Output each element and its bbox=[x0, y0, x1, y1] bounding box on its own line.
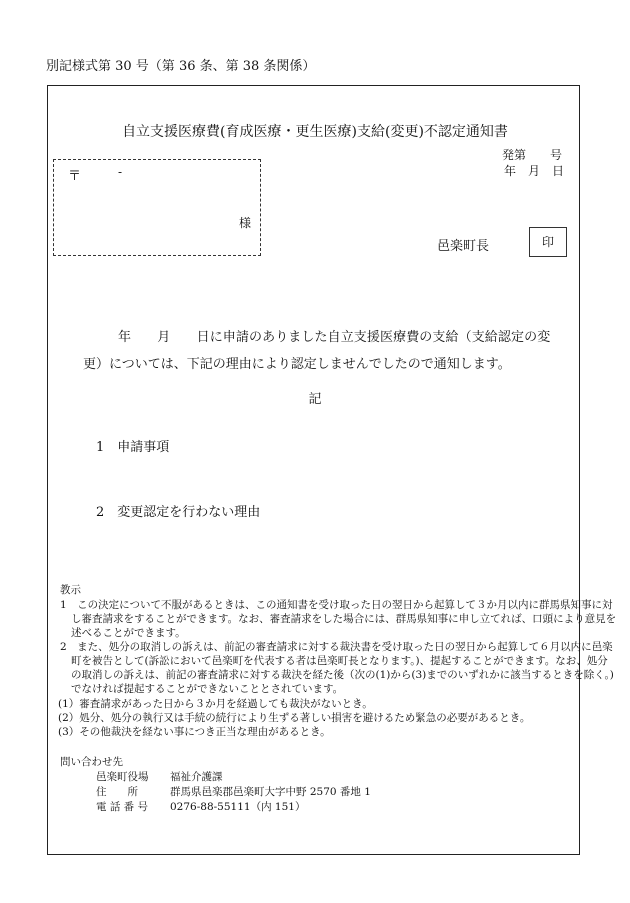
item-reason: 2 変更認定を行わない理由 bbox=[96, 505, 261, 520]
note-2-line: 2 また、処分の取消しの訴えは、前記の審査請求に対する裁決書を受け取った日の翌日から起算して６月以内に邑楽 bbox=[60, 641, 613, 653]
contact-phone-label: 電 話 番 号 bbox=[96, 801, 149, 813]
postal-dash: - bbox=[118, 165, 123, 179]
body-text-line-1: 年 月 日に申請のありました自立支援医療費の支給（支給認定の変 bbox=[118, 330, 551, 345]
issue-number: 発第 号 bbox=[502, 148, 563, 162]
contact-title: 問い合わせ先 bbox=[60, 756, 123, 768]
note-1-line: 述べることができます。 bbox=[71, 627, 186, 639]
body-text-line-2: 更）については、下記の理由により認定しませんでしたので通知します。 bbox=[83, 357, 511, 372]
notes-title: 教示 bbox=[60, 584, 81, 596]
address-box bbox=[53, 159, 261, 256]
issue-date: 年 月 日 bbox=[504, 164, 565, 178]
item-application: 1 申請事項 bbox=[96, 440, 170, 455]
note-2-line: の取消しの訴えは、前記の審査請求に対する裁決を経た後（次の(1)から(3)までのいずれかに該当するときを除く。) bbox=[71, 669, 614, 681]
honorific: 様 bbox=[239, 216, 252, 230]
seal-box: 印 bbox=[529, 227, 567, 257]
contact-office-value: 福祉介護課 bbox=[170, 771, 223, 783]
contact-phone-value: 0276-88-55111（内 151） bbox=[170, 801, 306, 813]
note-sub-item: (1）審査請求があった日から３か月を経過しても裁決がないとき。 bbox=[58, 698, 373, 710]
note-1-line: 1 この決定について不服があるときは、この通知書を受け取った日の翌日から起算して３か月以内に群馬県知事に対 bbox=[60, 599, 613, 611]
note-sub-item: (2）処分、処分の執行又は手続の続行により生ずる著しい損害を避けるため緊急の必要があるとき。 bbox=[58, 712, 531, 724]
contact-address-label: 住 所 bbox=[96, 786, 138, 798]
issuer-name: 邑楽町長 bbox=[437, 239, 490, 254]
note-2-line: でなければ提起することができないこととされています。 bbox=[71, 683, 344, 695]
note-1-line: し審査請求をすることができます。なお、審査請求をした場合には、群馬県知事に申し立てれば、口頭により意見を bbox=[71, 613, 617, 625]
note-sub-item: (3）その他裁決を経ない事につき正当な理由があるとき。 bbox=[58, 726, 331, 738]
contact-office-label: 邑楽町役場 bbox=[96, 771, 149, 783]
ki-heading: 記 bbox=[308, 392, 322, 407]
document-title: 自立支援医療費(育成医療・更生医療)支給(変更)不認定通知書 bbox=[122, 124, 508, 140]
postal-mark: 〒 bbox=[68, 169, 82, 184]
form-label: 別記様式第 30 号（第 36 条、第 38 条関係） bbox=[46, 59, 316, 74]
note-2-line: 町を被告として(訴訟において邑楽町を代表する者は邑楽町長となります。)、提起することができます。なお、処分 bbox=[71, 655, 608, 667]
contact-address-value: 群馬県邑楽郡邑楽町大字中野 2570 番地 1 bbox=[170, 786, 371, 798]
